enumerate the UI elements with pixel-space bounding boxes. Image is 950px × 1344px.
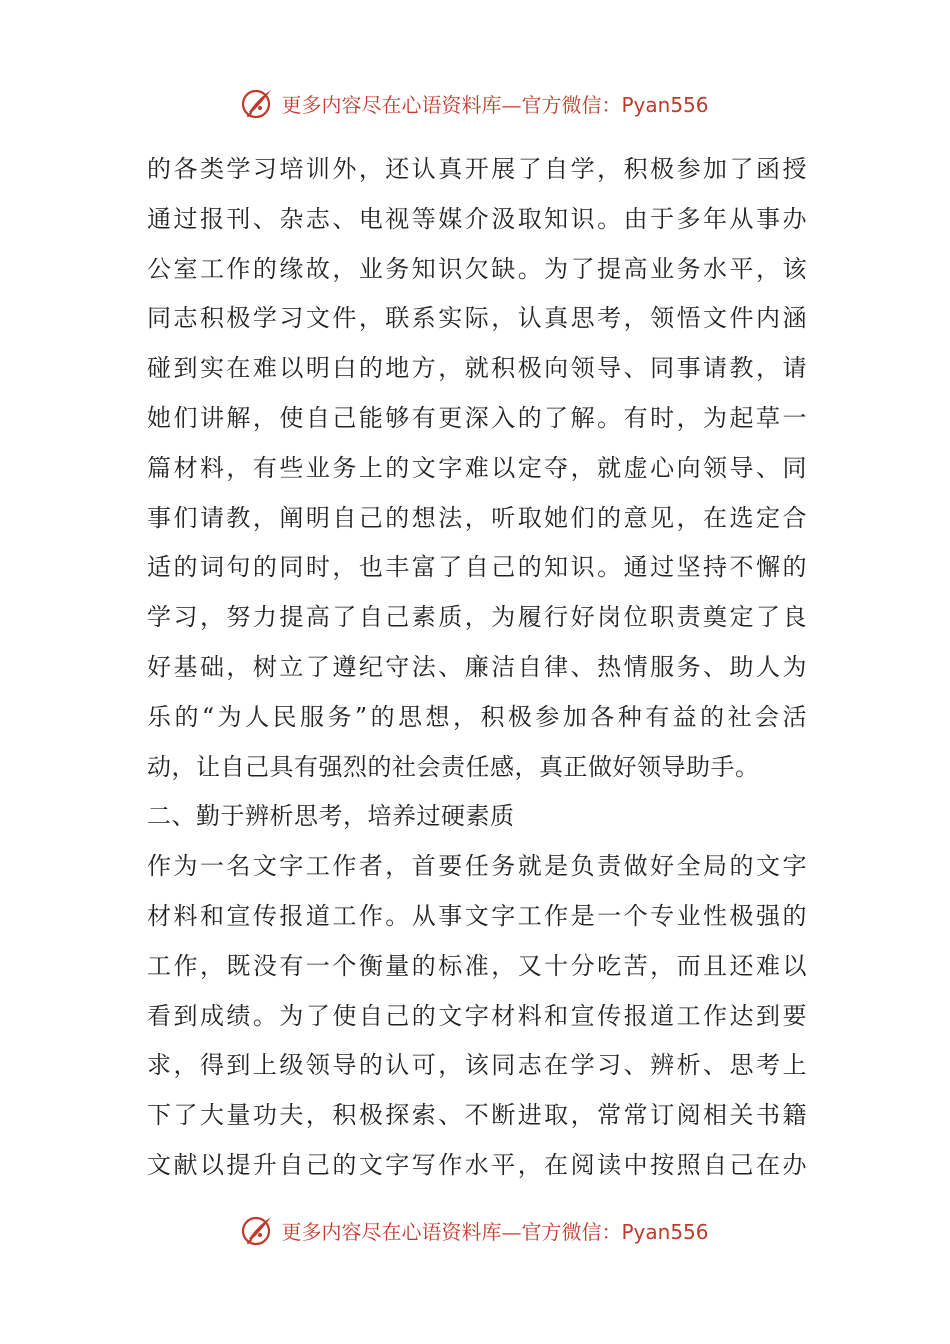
footer-banner-account: Pyan556 xyxy=(621,1219,709,1244)
body-line-3: 公室工作的缘故，业务知识欠缺。为了提高业务水平，该 xyxy=(147,254,807,283)
footer-banner-text xyxy=(281,1216,708,1245)
section-heading: 二、勤于辨析思考，培养过硬素质 xyxy=(147,802,515,831)
footer-banner xyxy=(0,1210,950,1250)
body-line-5: 碰到实在难以明白的地方，就积极向领导、同事请教，请 xyxy=(147,354,807,383)
header-banner-account: Pyan556 xyxy=(621,92,709,117)
document-body xyxy=(147,145,807,1191)
body-line-10: 学习，努力提高了自己素质，为履行好岗位职责奠定了良 xyxy=(147,603,807,632)
body-line-18: 看到成绩。为了使自己的文字材料和宣传报道工作达到要 xyxy=(147,1001,807,1030)
body-line-11: 好基础，树立了遵纪守法、廉洁自律、热情服务、助人为 xyxy=(147,652,807,681)
body-line-16: 材料和宣传报道工作。从事文字工作是一个专业性极强的 xyxy=(147,901,807,930)
header-banner-text xyxy=(281,89,708,118)
body-line-4: 同志积极学习文件，联系实际，认真思考，领悟文件内涵 xyxy=(147,304,807,333)
body-line-17: 工作，既没有一个衡量的标准，又十分吃苦，而且还难以 xyxy=(147,951,807,980)
header-banner-label: 更多内容尽在心语资料库—官方微信： xyxy=(281,92,622,117)
quill-ink-icon xyxy=(241,1213,275,1247)
footer-banner-label: 更多内容尽在心语资料库—官方微信： xyxy=(281,1219,622,1244)
body-line-19: 求，得到上级领导的认可，该同志在学习、辨析、思考上 xyxy=(147,1051,807,1080)
body-line-21: 文献以提升自己的文字写作水平，在阅读中按照自己在办 xyxy=(147,1150,807,1179)
body-line-15: 作为一名文字工作者，首要任务就是负责做好全局的文字 xyxy=(147,852,807,881)
header-banner xyxy=(0,83,950,123)
body-line-1: 的各类学习培训外，还认真开展了自学，积极参加了函授 xyxy=(147,155,807,183)
quill-ink-icon xyxy=(241,86,275,120)
body-line-12: 乐的“为人民服务”的思想，积极参加各种有益的社会活 xyxy=(147,702,807,731)
body-line-2: 通过报刊、杂志、电视等媒介汲取知识。由于多年从事办 xyxy=(147,204,807,233)
body-line-7: 篇材料，有些业务上的文字难以定夺，就虚心向领导、同 xyxy=(147,453,807,482)
body-line-9: 适的词句的同时，也丰富了自己的知识。通过坚持不懈的 xyxy=(147,553,807,582)
body-line-13: 动，让自己具有强烈的社会责任感，真正做好领导助手。 xyxy=(147,752,760,781)
body-line-20: 下了大量功夫，积极探索、不断进取，常常订阅相关书籍 xyxy=(147,1101,807,1130)
body-line-6: 她们讲解，使自己能够有更深入的了解。有时，为起草一 xyxy=(147,403,807,432)
body-line-8: 事们请教，阐明自己的想法，听取她们的意见，在选定合 xyxy=(147,503,807,532)
